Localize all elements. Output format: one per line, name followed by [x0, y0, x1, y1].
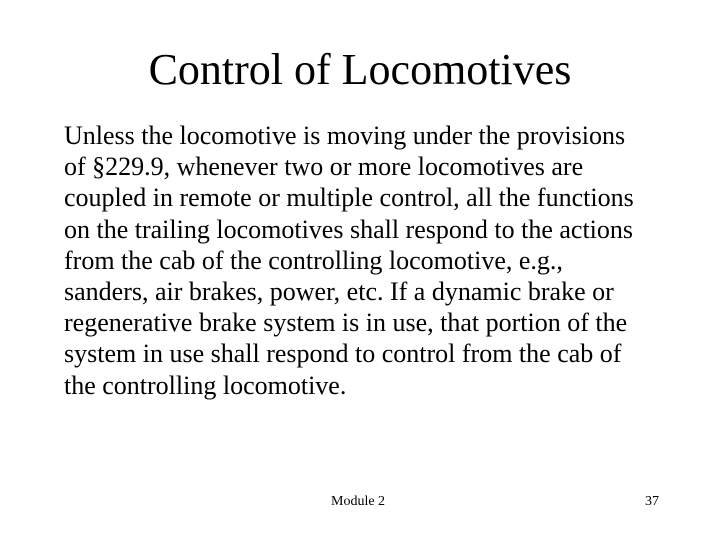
body-line: sanders, air brakes, power, etc. If a dynamic brake or	[64, 277, 614, 307]
body-line: on the trailing locomotives shall respond to the actions	[64, 214, 634, 244]
body-line: regenerative brake system is in use, that portion of the	[64, 308, 628, 338]
body-line: Unless the locomotive is moving under the provisions	[64, 121, 626, 150]
body-line: from the cab of the controlling locomotive, e.g.,	[64, 245, 563, 275]
slide-body	[64, 120, 704, 401]
body-line: the controlling locomotive.	[64, 370, 347, 400]
slide-title: Control of Locomotives	[148, 45, 572, 94]
footer-page-number: 37	[645, 494, 659, 509]
footer-module-label: Module 2	[331, 494, 386, 509]
body-line: system in use shall respond to control from the cab of	[64, 339, 622, 369]
body-line: of §229.9, whenever two or more locomotives are	[64, 152, 584, 182]
body-line: coupled in remote or multiple control, all the functions	[64, 183, 634, 213]
